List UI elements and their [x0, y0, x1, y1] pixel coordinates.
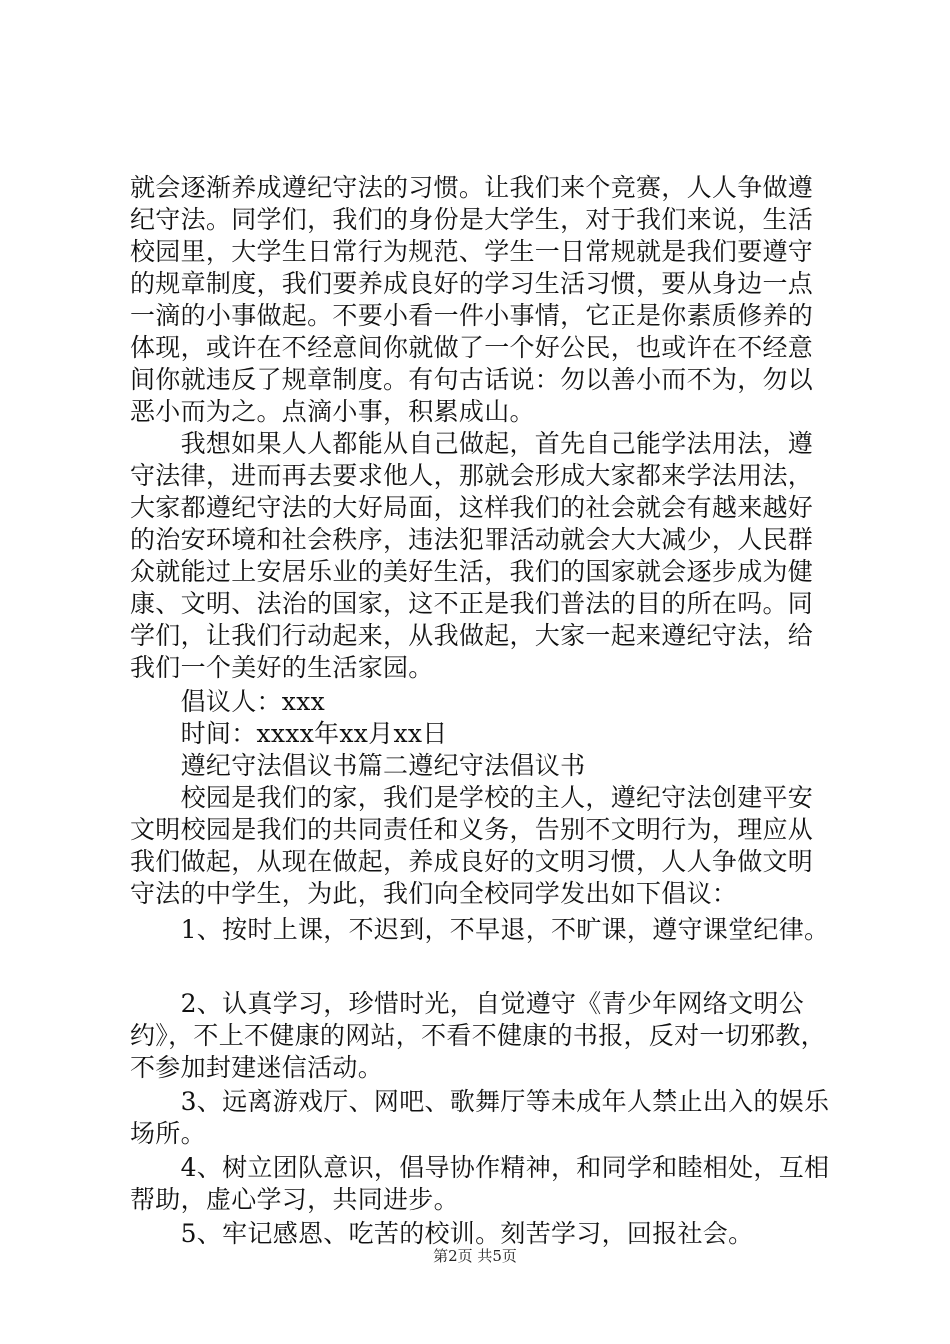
- list-item: 2、认真学习，珍惜时光，自觉遵守《青少年网络文明公: [130, 989, 805, 1018]
- text-line: 的规章制度，我们要养成良好的学习生活习惯，要从身边一点: [130, 269, 814, 298]
- text-line: 一滴的小事做起。不要小看一件小事情，它正是你素质修养的: [130, 301, 814, 330]
- text-line: 文明校园是我们的共同责任和义务，告别不文明行为，理应从: [130, 815, 814, 844]
- text-line: 纪守法。同学们，我们的身份是大学生，对于我们来说，生活: [130, 205, 814, 234]
- text-line: 众就能过上安居乐业的美好生活，我们的国家就会逐步成为健: [130, 557, 814, 586]
- date-line: 时间：xxxx年xx月xx日: [130, 719, 448, 748]
- text-line: 间你就违反了规章制度。有句古话说：勿以善小而不为，勿以: [130, 365, 814, 394]
- text-line: 守法律，进而再去要求他人，那就会形成大家都来学法用法，: [130, 461, 814, 490]
- text-line: 守法的中学生，为此，我们向全校同学发出如下倡议：: [130, 879, 738, 908]
- text-line: 学们，让我们行动起来，从我做起，大家一起来遵纪守法，给: [130, 621, 814, 650]
- list-item: 5、牢记感恩、吃苦的校训。刻苦学习，回报社会。: [130, 1219, 754, 1248]
- section-heading: 遵纪守法倡议书篇二遵纪守法倡议书: [130, 751, 586, 780]
- text-line: 校园是我们的家，我们是学校的主人，遵纪守法创建平安: [130, 783, 814, 812]
- list-item: 1、按时上课，不迟到，不早退，不旷课，遵守课堂纪律。: [130, 915, 830, 944]
- list-item: 4、树立团队意识，倡导协作精神，和同学和睦相处，互相: [130, 1153, 830, 1182]
- text-line: 场所。: [130, 1119, 206, 1148]
- signatory-line: 倡议人：xxx: [130, 687, 325, 716]
- text-line: 校园里，大学生日常行为规范、学生一日常规就是我们要遵守: [130, 237, 814, 266]
- page-footer: 第2页 共5页: [433, 1247, 517, 1265]
- text-line: 康、文明、法治的国家，这不正是我们普法的目的所在吗。同: [130, 589, 814, 618]
- text-line: 恶小而为之。点滴小事，积累成山。: [130, 397, 535, 426]
- text-line: 体现，或许在不经意间你就做了一个好公民，也或许在不经意: [130, 333, 814, 362]
- text-line: 我们一个美好的生活家园。: [130, 653, 434, 682]
- text-line: 我想如果人人都能从自己做起，首先自己能学法用法，遵: [130, 429, 814, 458]
- text-line: 大家都遵纪守法的大好局面，这样我们的社会就会有越来越好: [130, 493, 814, 522]
- text-line: 的治安环境和社会秩序，违法犯罪活动就会大大减少，人民群: [130, 525, 814, 554]
- text-line: 不参加封建迷信活动。: [130, 1053, 384, 1082]
- list-item: 3、远离游戏厅、网吧、歌舞厅等未成年人禁止出入的娱乐: [130, 1087, 830, 1116]
- text-line: 就会逐渐养成遵纪守法的习惯。让我们来个竞赛，人人争做遵: [130, 173, 814, 202]
- text-line: 约》，不上不健康的网站，不看不健康的书报，反对一切邪教，: [130, 1021, 826, 1050]
- text-line: 我们做起，从现在做起，养成良好的文明习惯，人人争做文明: [130, 847, 814, 876]
- text-line: 帮助，虚心学习，共同进步。: [130, 1185, 459, 1214]
